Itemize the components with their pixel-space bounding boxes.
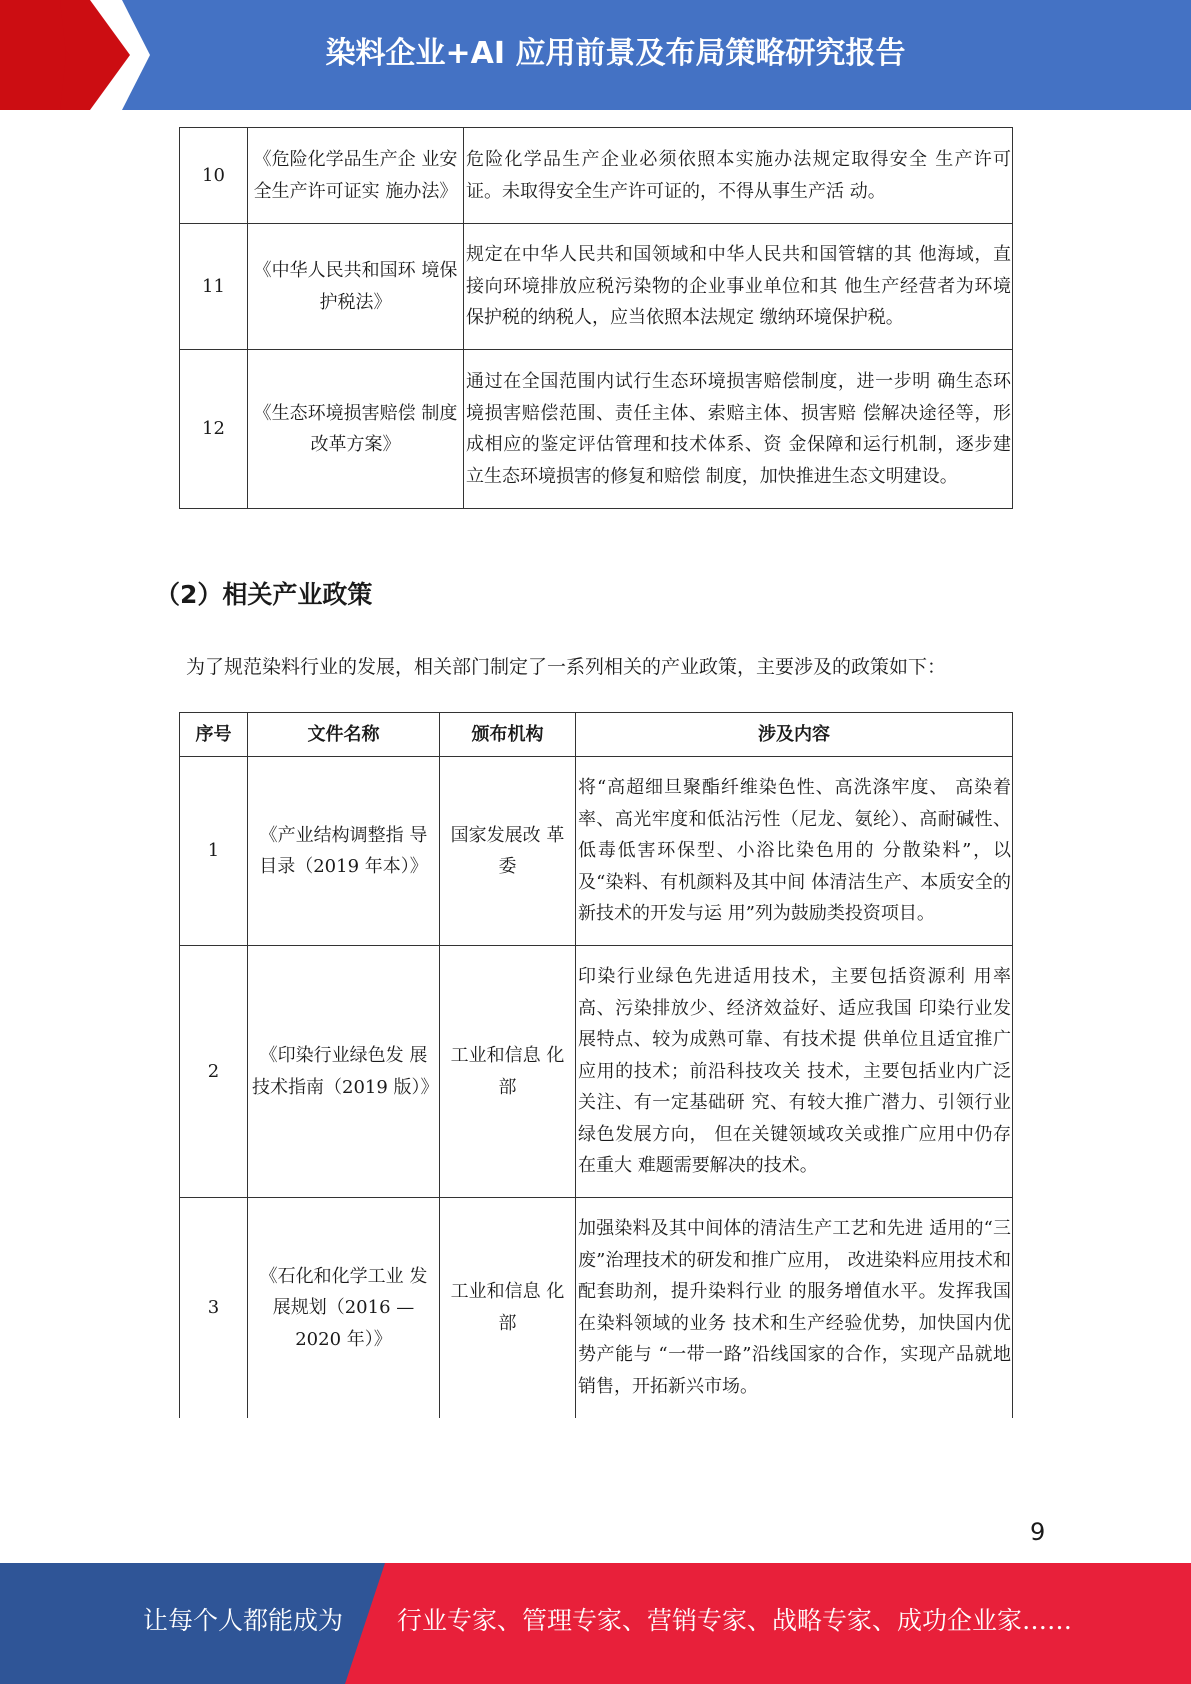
table-row [180, 757, 1013, 946]
content-cell: 印染行业绿色先进适用技术，主要包括资源利 用率高、污染排放少、经济效益好、适应我国 印染行业发展特点、较为成熟可靠、有技术提 供单位且适宜推广应用的技术；前沿科技攻关 技术，主要包括业内广泛关注、有一定基础研 究、有较大推广潜力、引领行业绿色发展方向， 但在关键领域攻关或推广应用中仍存在重大 难题需要解决的技术。 [576, 946, 1013, 1198]
row-number: 10 [180, 128, 248, 224]
footer-slogan-left: 让每个人都能成为 [143, 1606, 344, 1635]
page-footer [0, 1563, 1191, 1684]
section-heading: （2）相关产业政策 [155, 580, 373, 609]
table-row [180, 1198, 1013, 1418]
header-content: 涉及内容 [576, 713, 1013, 757]
table-row [180, 946, 1013, 1198]
document-name: 《印染行业绿色发 展技术指南（2019 版）》 [248, 946, 440, 1198]
policy-table [179, 712, 1013, 1418]
law-table [179, 127, 1013, 509]
table-row [180, 128, 1013, 224]
row-number: 3 [180, 1198, 248, 1418]
issuing-agency: 国家发展改 革委 [440, 757, 576, 946]
document-name: 《危险化学品生产企 业安全生产许可证实 施办法》 [248, 128, 464, 224]
document-name: 《中华人民共和国环 境保护税法》 [248, 224, 464, 350]
table-header-row [180, 713, 1013, 757]
issuing-agency: 工业和信息 化部 [440, 1198, 576, 1418]
document-name: 《生态环境损害赔偿 制度改革方案》 [248, 350, 464, 509]
header-num: 序号 [180, 713, 248, 757]
document-name: 《产业结构调整指 导目录（2019 年本）》 [248, 757, 440, 946]
content-cell: 规定在中华人民共和国领域和中华人民共和国管辖的其 他海域，直接向环境排放应税污染物的企业事业单位和其 他生产经营者为环境保护税的纳税人，应当依照本法规定 缴纳环境保护税。 [464, 224, 1013, 350]
table-row [180, 350, 1013, 509]
page-header [0, 0, 1191, 110]
issuing-agency: 工业和信息 化部 [440, 946, 576, 1198]
document-name: 《石化和化学工业 发展规划（2016 — 2020 年）》 [248, 1198, 440, 1418]
header-name: 文件名称 [248, 713, 440, 757]
row-number: 2 [180, 946, 248, 1198]
footer-slogan-right: 行业专家、管理专家、营销专家、战略专家、成功企业家…… [397, 1606, 1073, 1635]
page-number: 9 [1030, 1518, 1046, 1546]
content-cell: 将“高超细旦聚酯纤维染色性、高洗涤牢度、 高染着率、高光牢度和低沾污性（尼龙、氨纶）、高耐碱性、低毒低害环保型、小浴比染色用的 分散染料”，以及“染料、有机颜料及其中间 体清洁生产、本质安全的新技术的开发与运 用”列为鼓励类投资项目。 [576, 757, 1013, 946]
report-title: 染料企业+AI 应用前景及布局策略研究报告 [325, 36, 906, 71]
header-org: 颁布机构 [440, 713, 576, 757]
table-row [180, 224, 1013, 350]
intro-paragraph: 为了规范染料行业的发展，相关部门制定了一系列相关的产业政策，主要涉及的政策如下： [186, 656, 947, 678]
content-cell: 危险化学品生产企业必须依照本实施办法规定取得安全 生产许可证。未取得安全生产许可证的，不得从事生产活 动。 [464, 128, 1013, 224]
row-number: 12 [180, 350, 248, 509]
content-cell: 通过在全国范围内试行生态环境损害赔偿制度，进一步明 确生态环境损害赔偿范围、责任主体、索赔主体、损害赔 偿解决途径等，形成相应的鉴定评估管理和技术体系、资 金保障和运行机制，逐步建立生态环境损害的修复和赔偿 制度，加快推进生态文明建设。 [464, 350, 1013, 509]
row-number: 1 [180, 757, 248, 946]
content-cell: 加强染料及其中间体的清洁生产工艺和先进 适用的“三废”治理技术的研发和推广应用， 改进染料应用技术和配套助剂，提升染料行业 的服务增值水平。发挥我国在染料领域的业务 技术和生产经验优势，加快国内优势产能与 “一带一路”沿线国家的合作，实现产品就地 销售，开拓新兴市场。 [576, 1198, 1013, 1418]
row-number: 11 [180, 224, 248, 350]
